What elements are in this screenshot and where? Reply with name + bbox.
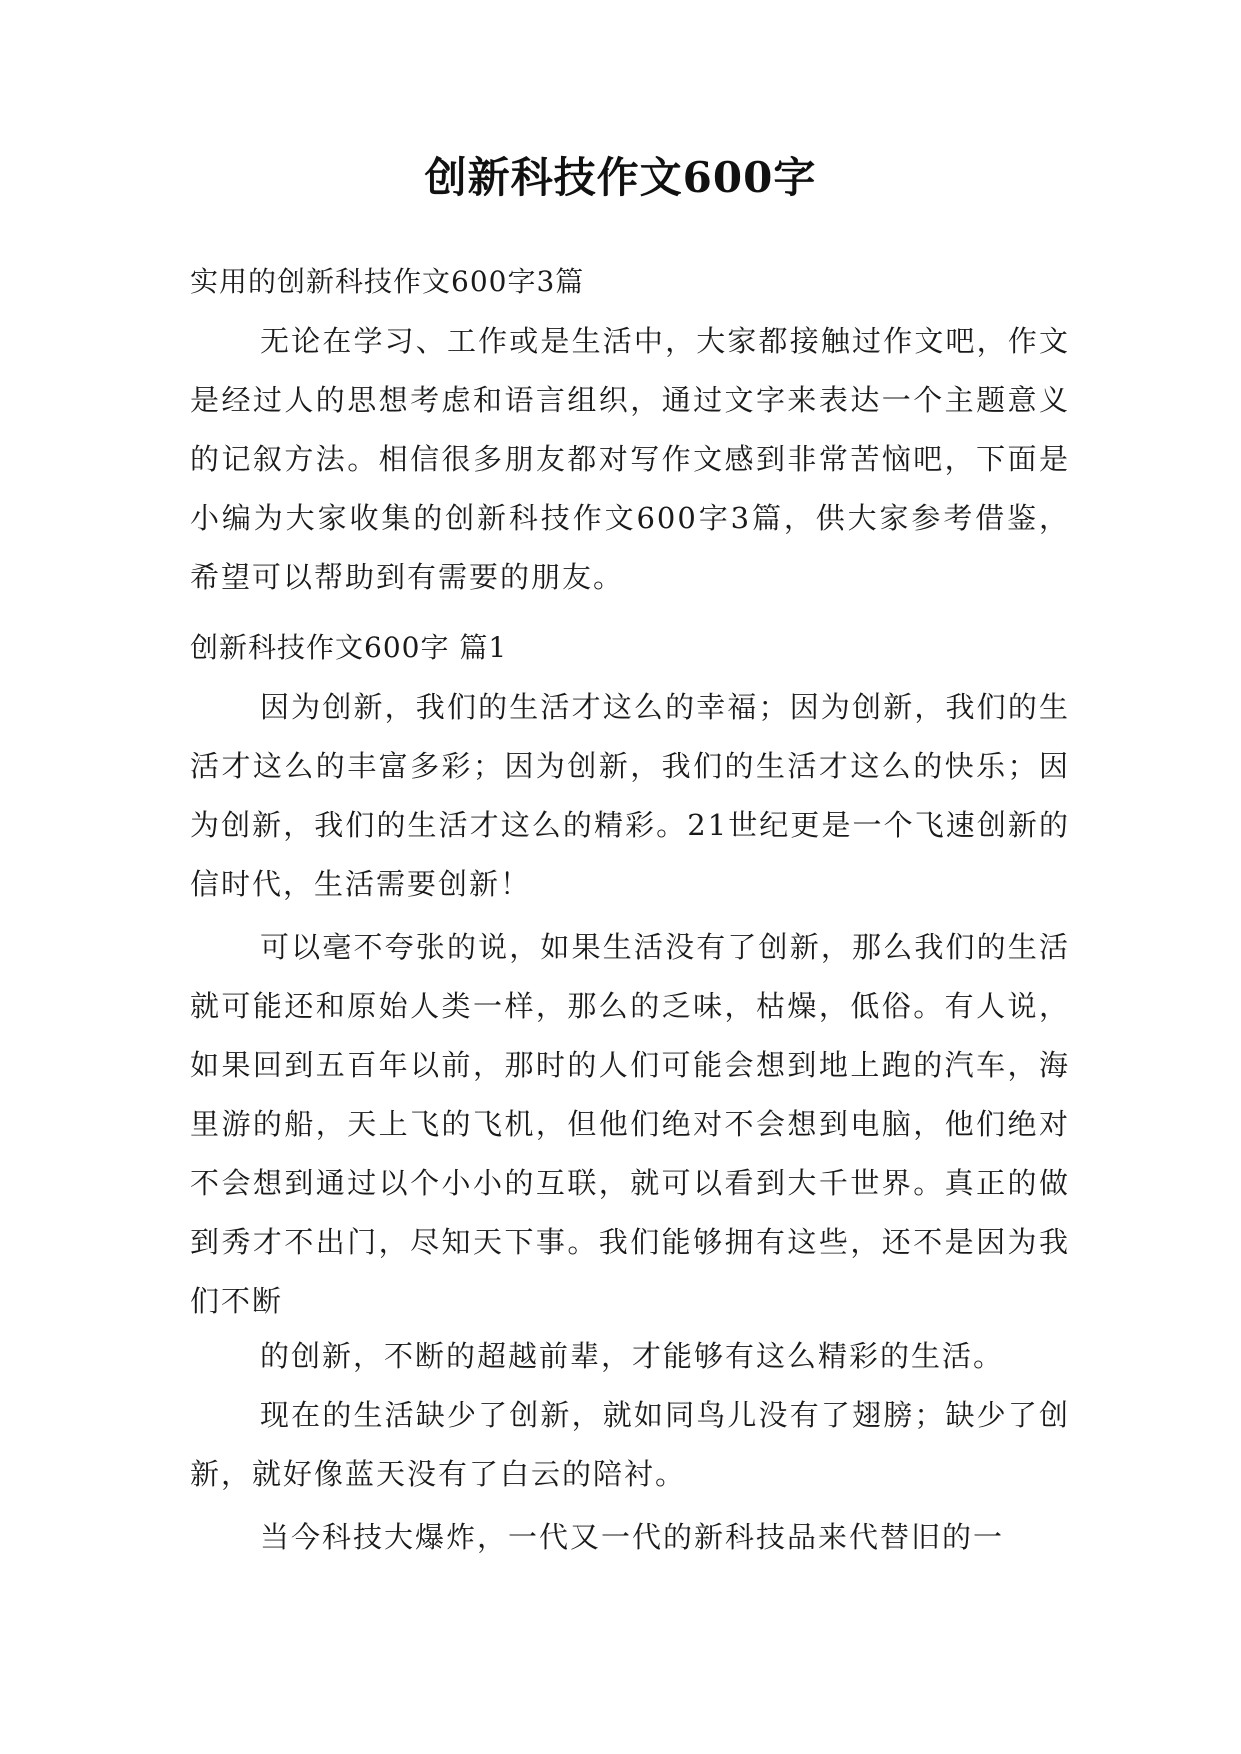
document-title: 创新科技作文600字: [424, 153, 817, 202]
paragraph-5: 当今科技大爆炸，一代又一代的新科技品来代替旧的一: [260, 1520, 1005, 1554]
paragraph-1: 因为创新，我们的生活才这么的幸福；因为创新，我们的生活才这么的丰富多彩；因为创新，我们的生活才这么的快乐；因为创新，我们的生活才这么的精彩。21世纪更是一个飞速创新的信时代，生活需要创新！: [190, 690, 1070, 901]
paragraph-3: 的创新，不断的超越前辈，才能够有这么精彩的生活。: [260, 1339, 1005, 1373]
section-heading: 创新科技作文600字 篇1: [190, 631, 508, 664]
paragraph-2: 可以毫不夸张的说，如果生活没有了创新，那么我们的生活就可能还和原始人类一样，那么的乏味，枯燥，低俗。有人说，如果回到五百年以前，那时的人们可能会想到地上跑的汽车，海里游的船，天上飞的飞机，但他们绝对不会想到电脑，他们绝对不会想到通过以个小小的互联，就可以看到大千世界。真正的做到秀才不出门，尽知天下事。我们能够拥有这些，还不是因为我们不断: [190, 930, 1070, 1318]
intro-paragraph: 无论在学习、工作或是生活中，大家都接触过作文吧，作文是经过人的思想考虑和语言组织，通过文字来表达一个主题意义的记叙方法。相信很多朋友都对写作文感到非常苦恼吧，下面是小编为大家收集的创新科技作文600字3篇，供大家参考借鉴，希望可以帮助到有需要的朋友。: [190, 324, 1070, 594]
paragraph-4: 现在的生活缺少了创新，就如同鸟儿没有了翅膀；缺少了创新，就好像蓝天没有了白云的陪衬。: [190, 1398, 1070, 1491]
document-subtitle: 实用的创新科技作文600字3篇: [190, 265, 585, 298]
